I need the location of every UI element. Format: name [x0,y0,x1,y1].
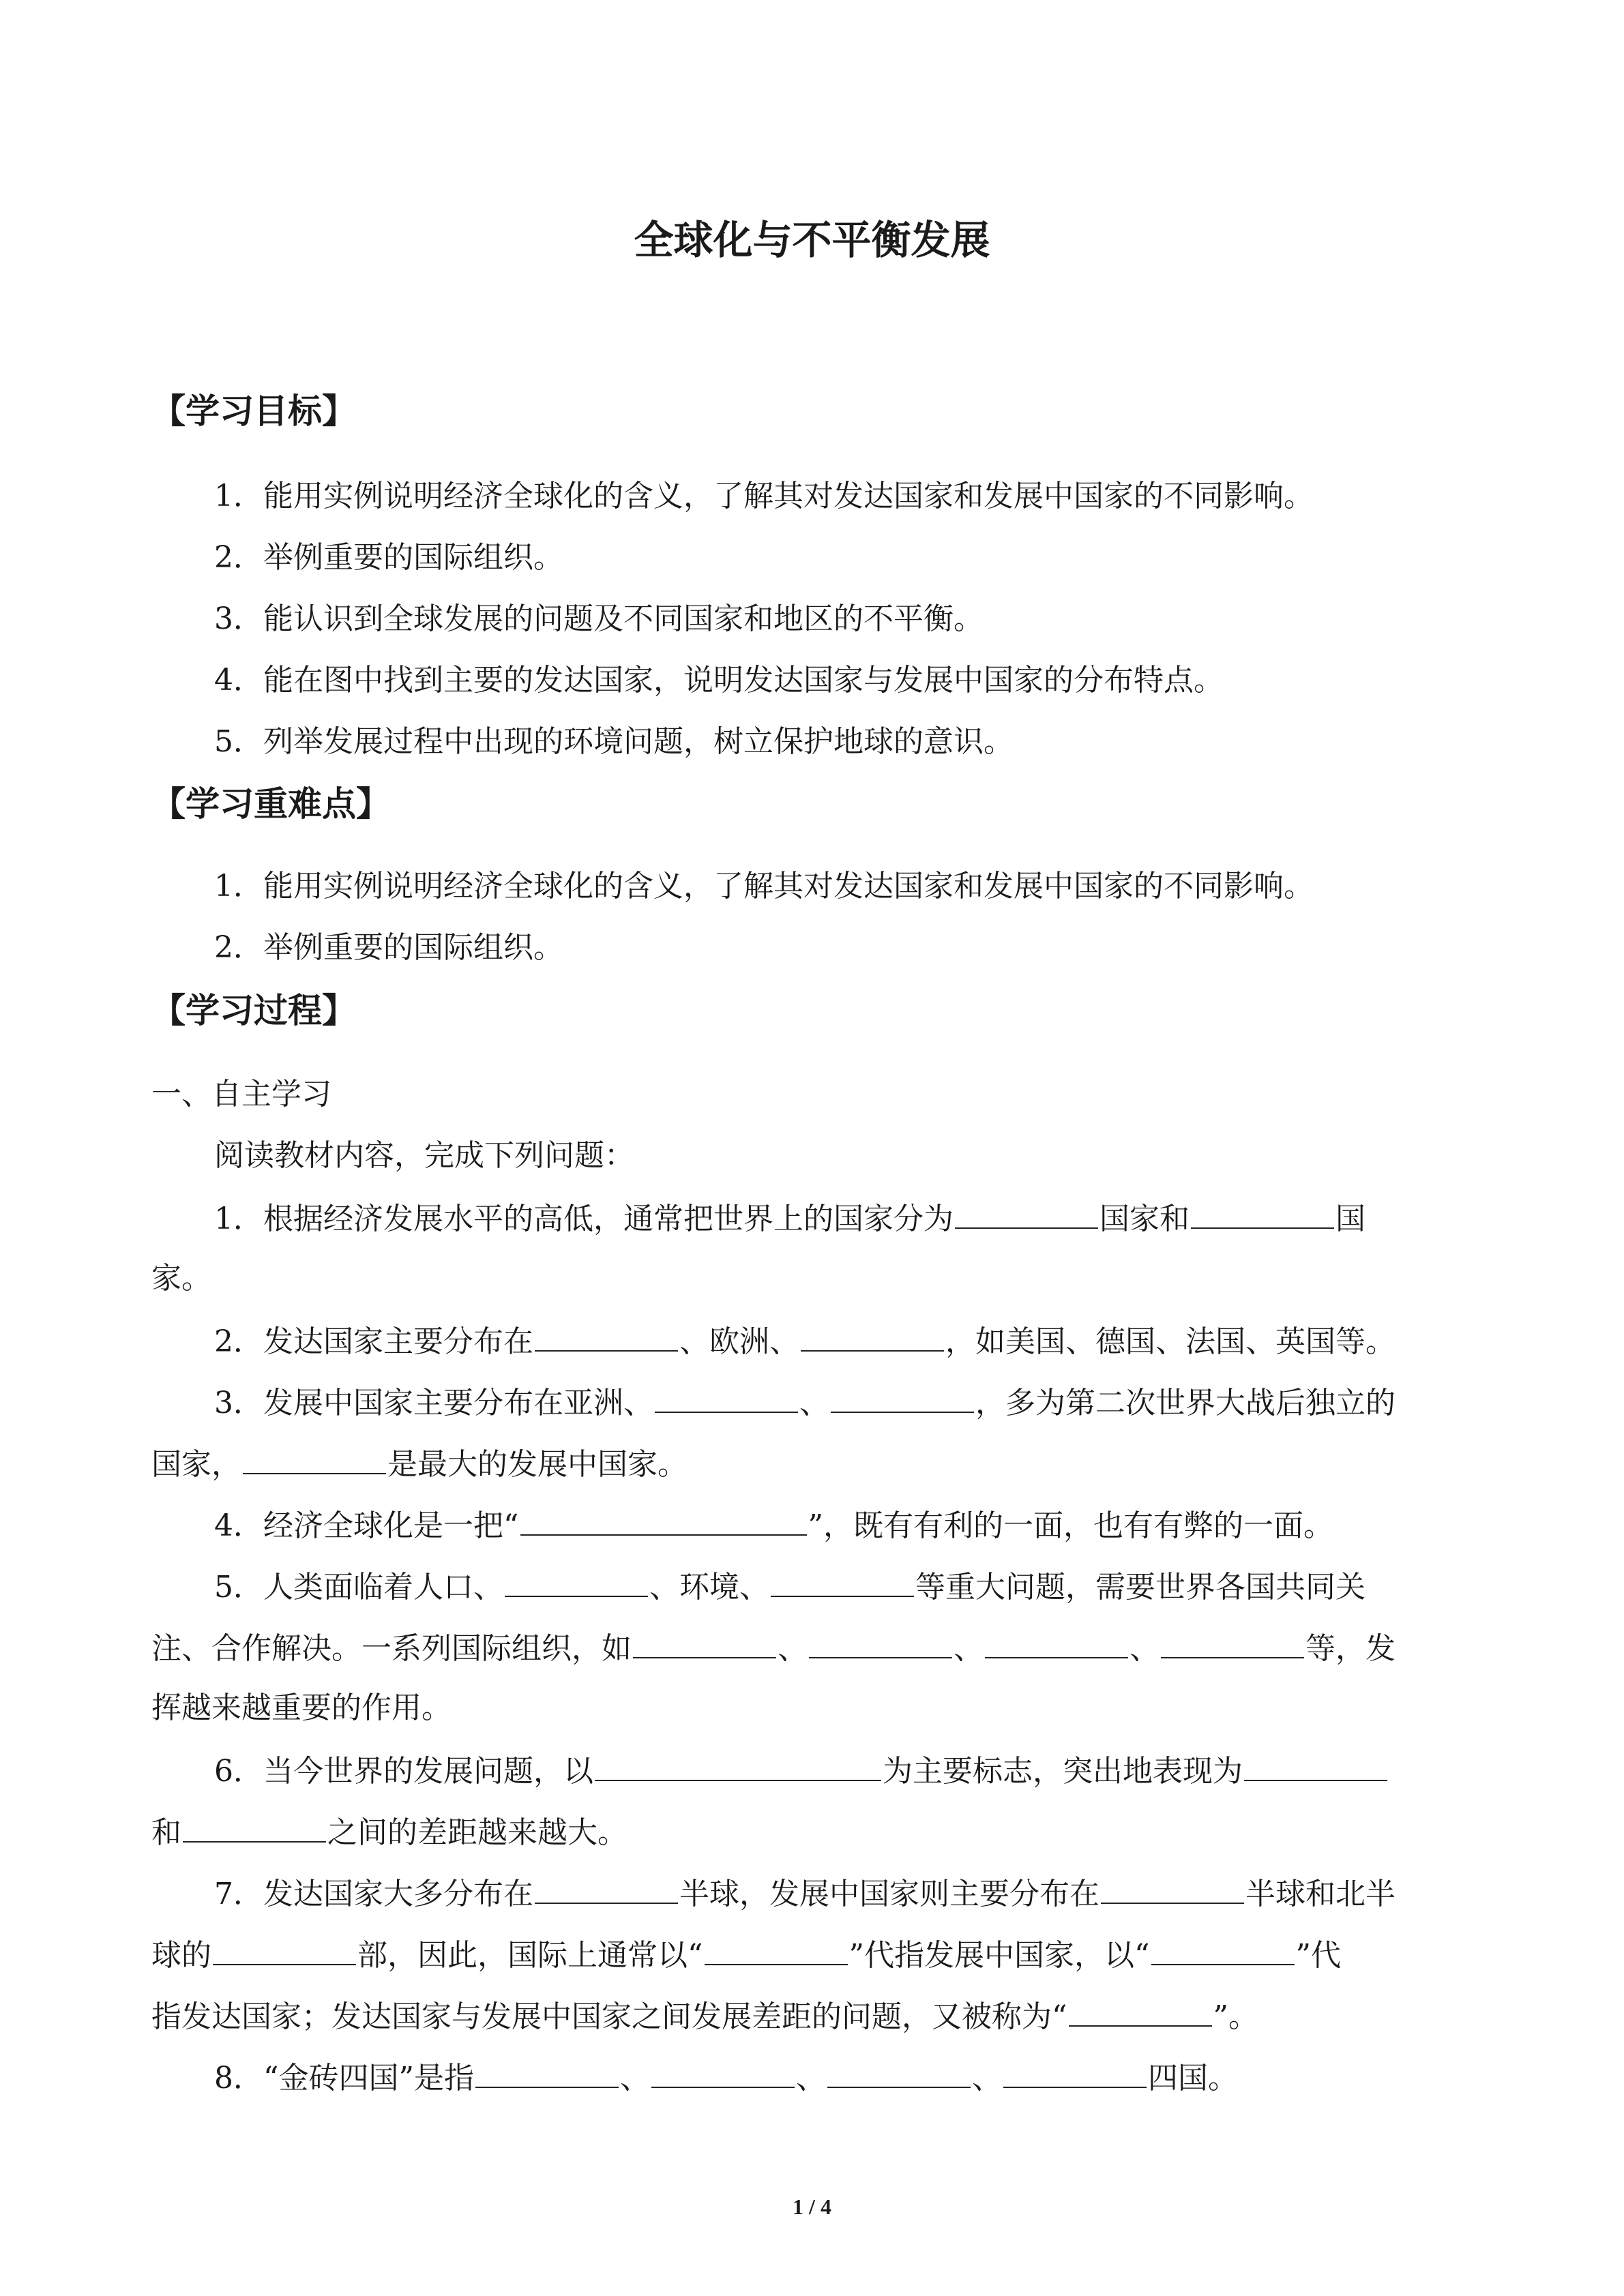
answer-blank[interactable] [809,1616,952,1658]
question-6-cont: 和 之间的差距越来越大。 [151,1800,1488,1864]
answer-blank[interactable] [651,2046,795,2088]
answer-blank[interactable] [1101,1862,1244,1904]
answer-blank[interactable] [985,1616,1128,1658]
key-point-item: 1．能用实例说明经济全球化的含义，了解其对发达国家和发展中国家的不同影响。 [214,869,1314,904]
answer-blank[interactable] [475,2046,619,2088]
question-1-cont: 家。 [151,1261,211,1296]
page-title: 全球化与不平衡发展 [634,217,990,263]
answer-blank[interactable] [827,2046,971,2088]
key-points-heading: 【学习重难点】 [151,784,390,824]
objectives-heading: 【学习目标】 [151,391,356,431]
objective-item: 1．能用实例说明经济全球化的含义，了解其对发达国家和发展中国家的不同影响。 [214,479,1314,513]
question-5-cont: 注、合作解决。一系列国际组织，如 、 、 、 等，发 [151,1616,1488,1680]
process-heading: 【学习过程】 [151,990,356,1030]
question-5-end: 挥越来越重要的作用。 [151,1690,452,1725]
answer-blank[interactable] [1161,1616,1304,1658]
objective-item: 2．举例重要的国际组织。 [214,540,563,575]
answer-blank[interactable] [633,1616,776,1658]
answer-blank[interactable] [595,1739,881,1781]
answer-blank[interactable] [705,1923,848,1965]
answer-blank[interactable] [831,1371,974,1413]
answer-blank[interactable] [771,1555,914,1597]
answer-blank[interactable] [1244,1739,1387,1781]
answer-blank[interactable] [213,1923,356,1965]
question-3-cont: 国家， 是最大的发展中国家。 [151,1432,1488,1495]
answer-blank[interactable] [1151,1923,1295,1965]
answer-blank[interactable] [505,1555,648,1597]
answer-blank[interactable] [183,1800,326,1843]
answer-blank[interactable] [1191,1187,1334,1229]
key-point-item: 2．举例重要的国际组织。 [214,930,563,965]
question-8: 8．“金砖四国”是指 、 、 、 四国。 [151,2046,1551,2109]
question-1: 1．根据经济发展水平的高低，通常把世界上的国家分为 国家和 国 [151,1187,1551,1250]
objective-item: 4．能在图中找到主要的发达国家，说明发达国家与发展中国家的分布特点。 [214,663,1224,698]
question-7-cont: 球的 部，因此，国际上通常以“ ”代指发展中国家，以“ ”代 [151,1923,1488,1986]
part1-heading: 一、自主学习 [151,1077,331,1112]
answer-blank[interactable] [655,1371,798,1413]
page-number: 1 / 4 [793,2194,831,2219]
question-7: 7．发达国家大多分布在 半球，发展中国家则主要分布在 半球和北半 [151,1862,1551,1925]
answer-blank[interactable] [801,1309,944,1352]
objective-item: 3．能认识到全球发展的问题及不同国家和地区的不平衡。 [214,601,984,636]
answer-blank[interactable] [243,1432,386,1474]
answer-blank[interactable] [520,1493,807,1536]
question-5: 5．人类面临着人口、 、环境、 等重大问题，需要世界各国共同关 [151,1555,1551,1618]
answer-blank[interactable] [535,1309,678,1352]
question-2: 2．发达国家主要分布在 、欧洲、 ，如美国、德国、法国、英国等。 [151,1309,1551,1373]
question-4: 4．经济全球化是一把“ ”，既有有利的一面，也有有弊的一面。 [151,1493,1551,1557]
answer-blank[interactable] [535,1862,678,1904]
question-3: 3．发展中国家主要分布在亚洲、 、 ，多为第二次世界大战后独立的 [151,1371,1551,1434]
objective-item: 5．列举发展过程中出现的环境问题，树立保护地球的意识。 [214,724,1014,759]
question-6: 6．当今世界的发展问题，以 为主要标志，突出地表现为 [151,1739,1551,1802]
answer-blank[interactable] [955,1187,1098,1229]
answer-blank[interactable] [1069,1984,1212,2027]
instruction-text: 阅读教材内容，完成下列问题： [214,1138,634,1173]
question-7-end: 指发达国家；发达国家与发展中国家之间发展差距的问题，又被称为“ ”。 [151,1984,1488,2048]
answer-blank[interactable] [1003,2046,1147,2088]
